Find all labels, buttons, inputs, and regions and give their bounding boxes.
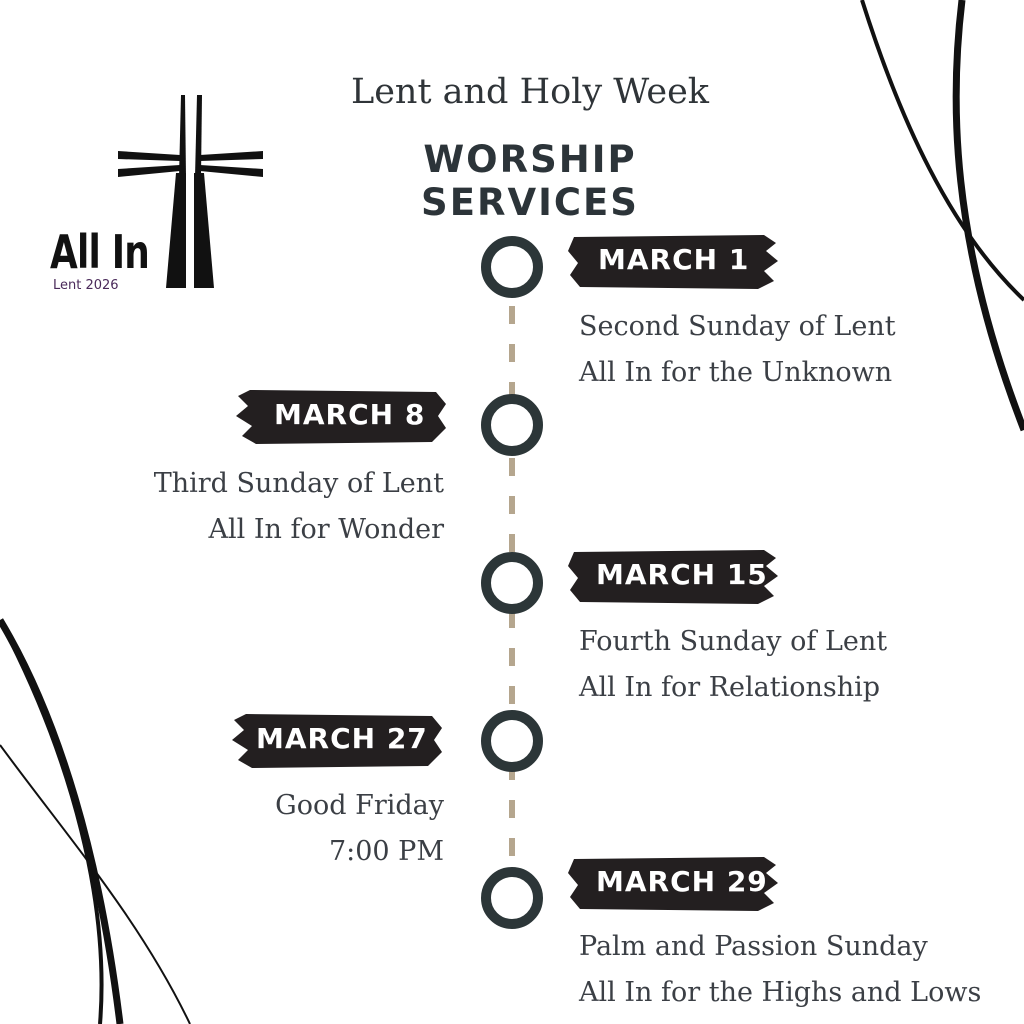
- event-theme: 7:00 PM: [328, 836, 444, 867]
- timeline-node: [481, 710, 543, 772]
- timeline-node: [481, 394, 543, 456]
- event-description: [154, 461, 444, 553]
- event-date: MARCH 29: [596, 865, 768, 898]
- event-description: [275, 783, 444, 875]
- event-title: Fourth Sunday of Lent: [579, 626, 888, 657]
- event-title: Third Sunday of Lent: [153, 468, 444, 499]
- event-title: Good Friday: [275, 790, 444, 821]
- event-theme: All In for the Unknown: [579, 357, 893, 388]
- event-description: [579, 619, 887, 711]
- event-date: MARCH 1: [598, 243, 750, 276]
- event-theme: All In for the Highs and Lows: [579, 977, 982, 1008]
- date-badge: [568, 853, 778, 913]
- timeline-node: [481, 552, 543, 614]
- event-date: MARCH 15: [596, 558, 768, 591]
- header-subtitle: WORSHIP SERVICES: [421, 138, 639, 224]
- event-title: Palm and Passion Sunday: [579, 931, 928, 962]
- logo-title: All In: [50, 225, 150, 279]
- date-badge: [236, 386, 446, 446]
- event-date: MARCH 27: [256, 722, 428, 755]
- date-badge: [568, 546, 778, 606]
- date-badge: [568, 231, 778, 291]
- date-badge: [232, 710, 442, 770]
- event-theme: All In for Relationship: [579, 672, 881, 703]
- timeline-node: [481, 236, 543, 298]
- header-title: Lent and Holy Week: [350, 72, 710, 112]
- event-description: [579, 304, 896, 396]
- all-in-logo: [50, 95, 270, 295]
- logo-subtitle: Lent 2026: [53, 278, 119, 293]
- event-title: Second Sunday of Lent: [579, 311, 896, 342]
- timeline-node: [481, 867, 543, 929]
- event-theme: All In for Wonder: [208, 514, 444, 545]
- event-date: MARCH 8: [274, 398, 426, 431]
- event-description: [579, 924, 981, 1016]
